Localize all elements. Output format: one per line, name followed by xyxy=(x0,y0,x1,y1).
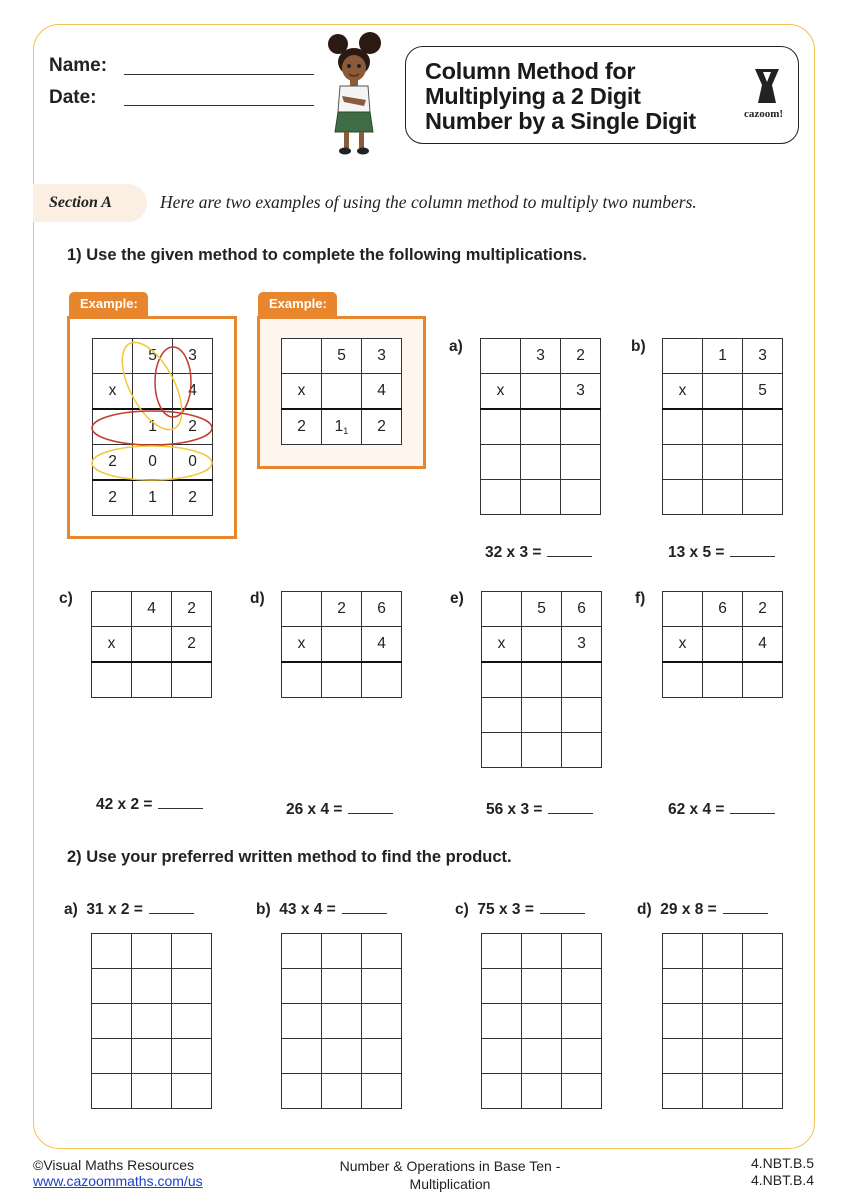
q2-problem-c: c) 75 x 3 = xyxy=(455,901,585,919)
grid-cell: x xyxy=(282,374,322,410)
grid-cell[interactable] xyxy=(481,445,521,480)
grid-cell: 5 xyxy=(133,339,173,374)
answer-blank[interactable] xyxy=(158,796,203,809)
footer-topic xyxy=(300,1157,600,1193)
grid-cell[interactable] xyxy=(92,1039,132,1074)
q2-grid-c[interactable] xyxy=(481,933,602,1109)
problem-c-label: c) xyxy=(59,590,73,607)
name-field[interactable] xyxy=(124,74,314,75)
grid-cell[interactable] xyxy=(743,1004,783,1039)
grid-cell: 2 xyxy=(561,339,601,374)
grid-cell[interactable] xyxy=(522,1004,562,1039)
grid-cell[interactable] xyxy=(482,969,522,1004)
grid-cell: 3 xyxy=(562,627,602,663)
grid-cell[interactable] xyxy=(132,1074,172,1109)
problem-b-label: b) xyxy=(631,338,646,355)
title-line-1: Column Method for xyxy=(425,58,636,84)
grid-cell: 4 xyxy=(743,627,783,663)
grid-cell[interactable] xyxy=(562,733,602,768)
q2-problem-d: d) 29 x 8 = xyxy=(637,901,768,919)
problem-a-grid[interactable] xyxy=(480,338,601,515)
grid-cell[interactable] xyxy=(663,480,703,515)
grid-cell: x xyxy=(481,374,521,410)
grid-cell[interactable] xyxy=(172,1039,212,1074)
q2-problem-b: b) 43 x 4 = xyxy=(256,901,387,919)
grid-cell[interactable] xyxy=(92,1004,132,1039)
grid-cell: 5 xyxy=(322,339,362,374)
problem-c-equation: 42 x 2 = xyxy=(96,796,203,814)
grid-cell[interactable] xyxy=(663,1039,703,1074)
example-1-tab: Example: xyxy=(69,292,148,316)
grid-cell[interactable] xyxy=(482,592,522,627)
footer-topic-line-2: Multiplication xyxy=(409,1176,491,1192)
grid-cell: 0 xyxy=(133,445,173,481)
grid-cell[interactable] xyxy=(482,1004,522,1039)
grid-cell[interactable] xyxy=(482,1039,522,1074)
grid-cell[interactable] xyxy=(663,969,703,1004)
grid-cell[interactable] xyxy=(562,698,602,733)
mascot-girl-illustration xyxy=(318,30,390,158)
grid-cell: 2 xyxy=(172,627,212,663)
grid-cell: 4 xyxy=(362,374,402,410)
problem-d-grid[interactable] xyxy=(281,591,402,698)
grid-cell[interactable] xyxy=(92,969,132,1004)
grid-cell[interactable] xyxy=(481,339,521,374)
problem-e-grid[interactable] xyxy=(481,591,602,768)
grid-cell: x xyxy=(282,627,322,663)
carry-digit: 1 xyxy=(343,426,349,436)
answer-blank[interactable] xyxy=(548,801,593,814)
grid-cell[interactable] xyxy=(482,1074,522,1109)
footer-standard-2: 4.NBT.B.4 xyxy=(750,1172,814,1188)
problem-b-equation: 13 x 5 = xyxy=(668,544,775,562)
grid-cell[interactable] xyxy=(362,1004,402,1039)
grid-cell[interactable] xyxy=(743,1039,783,1074)
grid-cell[interactable] xyxy=(522,969,562,1004)
grid-cell: 3 xyxy=(561,374,601,410)
grid-cell[interactable] xyxy=(282,592,322,627)
grid-cell: 4 xyxy=(362,627,402,663)
grid-cell: x xyxy=(482,627,522,663)
answer-blank[interactable] xyxy=(149,901,194,914)
grid-cell: 6 xyxy=(362,592,402,627)
grid-cell[interactable] xyxy=(132,1039,172,1074)
question-2-prompt: 2) Use your preferred written method to find the product. xyxy=(67,848,512,866)
grid-cell[interactable] xyxy=(522,698,562,733)
answer-blank[interactable] xyxy=(540,901,585,914)
grid-cell: 5 xyxy=(743,374,783,410)
q2-grid-b[interactable] xyxy=(281,933,402,1109)
grid-cell[interactable] xyxy=(703,934,743,969)
grid-cell: 2 xyxy=(173,480,213,516)
grid-cell[interactable] xyxy=(92,592,132,627)
q2-grid-a[interactable] xyxy=(91,933,212,1109)
grid-cell: 2 xyxy=(93,480,133,516)
grid-cell: x xyxy=(93,374,133,410)
grid-cell[interactable] xyxy=(282,1004,322,1039)
grid-cell[interactable] xyxy=(92,934,132,969)
grid-cell: 2 xyxy=(93,445,133,481)
grid-cell[interactable] xyxy=(561,445,601,480)
grid-cell: 3 xyxy=(173,339,213,374)
grid-cell[interactable] xyxy=(663,662,703,698)
grid-cell: 2 xyxy=(743,592,783,627)
grid-cell[interactable] xyxy=(132,662,172,698)
grid-cell[interactable] xyxy=(521,409,561,445)
name-label: Name: xyxy=(49,55,108,76)
grid-cell: 6 xyxy=(562,592,602,627)
grid-cell[interactable] xyxy=(522,934,562,969)
grid-cell: 2 xyxy=(282,409,322,445)
grid-cell[interactable] xyxy=(561,409,601,445)
worksheet-title xyxy=(425,59,735,134)
grid-cell[interactable] xyxy=(482,698,522,733)
grid-cell: x xyxy=(92,627,132,663)
grid-cell[interactable] xyxy=(482,934,522,969)
example-2-grid xyxy=(281,338,402,445)
grid-cell[interactable] xyxy=(92,662,132,698)
grid-cell[interactable] xyxy=(663,339,703,374)
grid-cell[interactable] xyxy=(282,662,322,698)
grid-cell: 2 xyxy=(322,592,362,627)
grid-cell[interactable] xyxy=(522,1074,562,1109)
grid-cell[interactable] xyxy=(522,662,562,698)
grid-cell[interactable] xyxy=(282,1039,322,1074)
answer-blank[interactable] xyxy=(723,901,768,914)
answer-blank[interactable] xyxy=(342,901,387,914)
grid-cell[interactable] xyxy=(322,1004,362,1039)
grid-cell[interactable] xyxy=(743,969,783,1004)
grid-cell[interactable] xyxy=(172,662,212,698)
grid-cell[interactable] xyxy=(322,662,362,698)
footer-topic-line-1: Number & Operations in Base Ten - xyxy=(339,1158,561,1174)
grid-cell: 2 xyxy=(362,409,402,445)
grid-cell[interactable] xyxy=(562,1004,602,1039)
q2-problem-a: a) 31 x 2 = xyxy=(64,901,194,919)
problem-f-equation: 62 x 4 = xyxy=(668,801,775,819)
title-line-2: Multiplying a 2 Digit xyxy=(425,83,641,109)
grid-cell[interactable] xyxy=(663,1004,703,1039)
grid-cell[interactable] xyxy=(562,662,602,698)
date-field[interactable] xyxy=(124,105,314,106)
grid-cell[interactable] xyxy=(482,662,522,698)
footer-copyright: ©Visual Maths Resources xyxy=(33,1157,195,1173)
grid-cell: 1 xyxy=(133,480,173,516)
footer-standard-1: 4.NBT.B.5 xyxy=(750,1155,814,1171)
problem-e-equation: 56 x 3 = xyxy=(486,801,593,819)
grid-cell[interactable] xyxy=(743,409,783,445)
grid-cell[interactable] xyxy=(743,662,783,698)
grid-cell[interactable] xyxy=(743,480,783,515)
grid-cell[interactable] xyxy=(703,662,743,698)
grid-cell[interactable] xyxy=(522,1039,562,1074)
grid-cell[interactable] xyxy=(482,733,522,768)
problem-a-equation: 32 x 3 = xyxy=(485,544,592,562)
grid-cell[interactable] xyxy=(132,934,172,969)
grid-cell: 4 xyxy=(132,592,172,627)
problem-d-equation: 26 x 4 = xyxy=(286,801,393,819)
grid-cell: 0 xyxy=(173,445,213,481)
date-label: Date: xyxy=(49,87,97,108)
grid-cell[interactable] xyxy=(92,1074,132,1109)
problem-c-grid[interactable] xyxy=(91,591,212,698)
grid-cell[interactable] xyxy=(362,1039,402,1074)
grid-cell[interactable] xyxy=(322,934,362,969)
grid-cell[interactable] xyxy=(282,934,322,969)
grid-cell[interactable] xyxy=(743,1074,783,1109)
grid-cell[interactable] xyxy=(663,592,703,627)
grid-cell[interactable] xyxy=(481,409,521,445)
grid-cell[interactable] xyxy=(132,627,172,663)
grid-cell[interactable] xyxy=(322,969,362,1004)
grid-cell: 3 xyxy=(521,339,561,374)
grid-cell[interactable] xyxy=(703,480,743,515)
cazoom-logo-icon xyxy=(752,67,782,105)
q2-grid-d[interactable] xyxy=(662,933,783,1109)
grid-cell: $1_1$ xyxy=(322,409,362,445)
grid-cell: 4 xyxy=(173,374,213,410)
example-2-tab: Example: xyxy=(258,292,337,316)
grid-cell[interactable] xyxy=(562,969,602,1004)
grid-cell: x xyxy=(663,627,703,663)
grid-cell[interactable] xyxy=(743,445,783,480)
section-instructions: Here are two examples of using the column method to multiply two numbers. xyxy=(160,192,697,212)
problem-b-grid[interactable] xyxy=(662,338,783,515)
grid-cell[interactable] xyxy=(362,1074,402,1109)
grid-cell[interactable] xyxy=(703,445,743,480)
grid-cell[interactable] xyxy=(322,1039,362,1074)
grid-cell[interactable] xyxy=(521,374,561,410)
grid-cell[interactable] xyxy=(562,1039,602,1074)
grid-cell[interactable] xyxy=(562,1074,602,1109)
answer-blank[interactable] xyxy=(730,801,775,814)
grid-cell[interactable] xyxy=(703,1039,743,1074)
grid-cell[interactable] xyxy=(562,934,602,969)
grid-cell[interactable] xyxy=(743,934,783,969)
footer-website-link[interactable]: www.cazoommaths.com/us xyxy=(33,1173,203,1189)
grid-cell[interactable] xyxy=(282,969,322,1004)
grid-cell: 6 xyxy=(703,592,743,627)
grid-cell[interactable] xyxy=(362,969,402,1004)
grid-cell[interactable] xyxy=(282,339,322,374)
problem-d-label: d) xyxy=(250,590,265,607)
grid-cell[interactable] xyxy=(703,627,743,663)
answer-blank[interactable] xyxy=(348,801,393,814)
grid-cell[interactable] xyxy=(522,733,562,768)
grid-cell[interactable] xyxy=(561,480,601,515)
grid-cell[interactable] xyxy=(521,480,561,515)
grid-cell[interactable] xyxy=(703,1004,743,1039)
grid-cell: 1 xyxy=(703,339,743,374)
answer-blank[interactable] xyxy=(730,544,775,557)
grid-cell[interactable] xyxy=(362,662,402,698)
grid-cell: 1 xyxy=(133,409,173,445)
grid-cell: 5 xyxy=(522,592,562,627)
grid-cell[interactable] xyxy=(522,627,562,663)
grid-cell[interactable] xyxy=(172,1004,212,1039)
grid-cell[interactable] xyxy=(521,445,561,480)
grid-cell: 2 xyxy=(172,592,212,627)
grid-cell[interactable] xyxy=(322,1074,362,1109)
cazoom-logo-text: cazoom! xyxy=(744,108,784,120)
answer-blank[interactable] xyxy=(547,544,592,557)
grid-cell[interactable] xyxy=(172,1074,212,1109)
grid-cell: 3 xyxy=(743,339,783,374)
grid-cell: 3 xyxy=(362,339,402,374)
problem-e-label: e) xyxy=(450,590,464,607)
grid-cell[interactable] xyxy=(132,1004,172,1039)
grid-cell[interactable] xyxy=(282,1074,322,1109)
grid-cell: 2 xyxy=(173,409,213,445)
grid-cell: x xyxy=(663,374,703,410)
section-label: Section A xyxy=(49,194,112,211)
problem-f-label: f) xyxy=(635,590,646,607)
problem-a-label: a) xyxy=(449,338,463,355)
example-1-annotation-circles xyxy=(85,330,225,490)
grid-cell[interactable] xyxy=(703,969,743,1004)
grid-cell[interactable] xyxy=(362,934,402,969)
grid-cell[interactable] xyxy=(703,374,743,410)
grid-cell[interactable] xyxy=(481,480,521,515)
grid-cell[interactable] xyxy=(172,934,212,969)
problem-f-grid[interactable] xyxy=(662,591,783,698)
grid-cell[interactable] xyxy=(663,445,703,480)
grid-cell[interactable] xyxy=(322,374,362,410)
grid-cell[interactable] xyxy=(663,1074,703,1109)
grid-cell[interactable] xyxy=(132,969,172,1004)
grid-cell[interactable] xyxy=(172,969,212,1004)
grid-cell[interactable] xyxy=(663,409,703,445)
title-line-3: Number by a Single Digit xyxy=(425,108,696,134)
grid-cell[interactable] xyxy=(663,934,703,969)
grid-cell[interactable] xyxy=(703,409,743,445)
question-1-prompt: 1) Use the given method to complete the following multiplications. xyxy=(67,246,587,264)
grid-cell[interactable] xyxy=(322,627,362,663)
footer-standards xyxy=(700,1155,814,1189)
grid-cell[interactable] xyxy=(703,1074,743,1109)
